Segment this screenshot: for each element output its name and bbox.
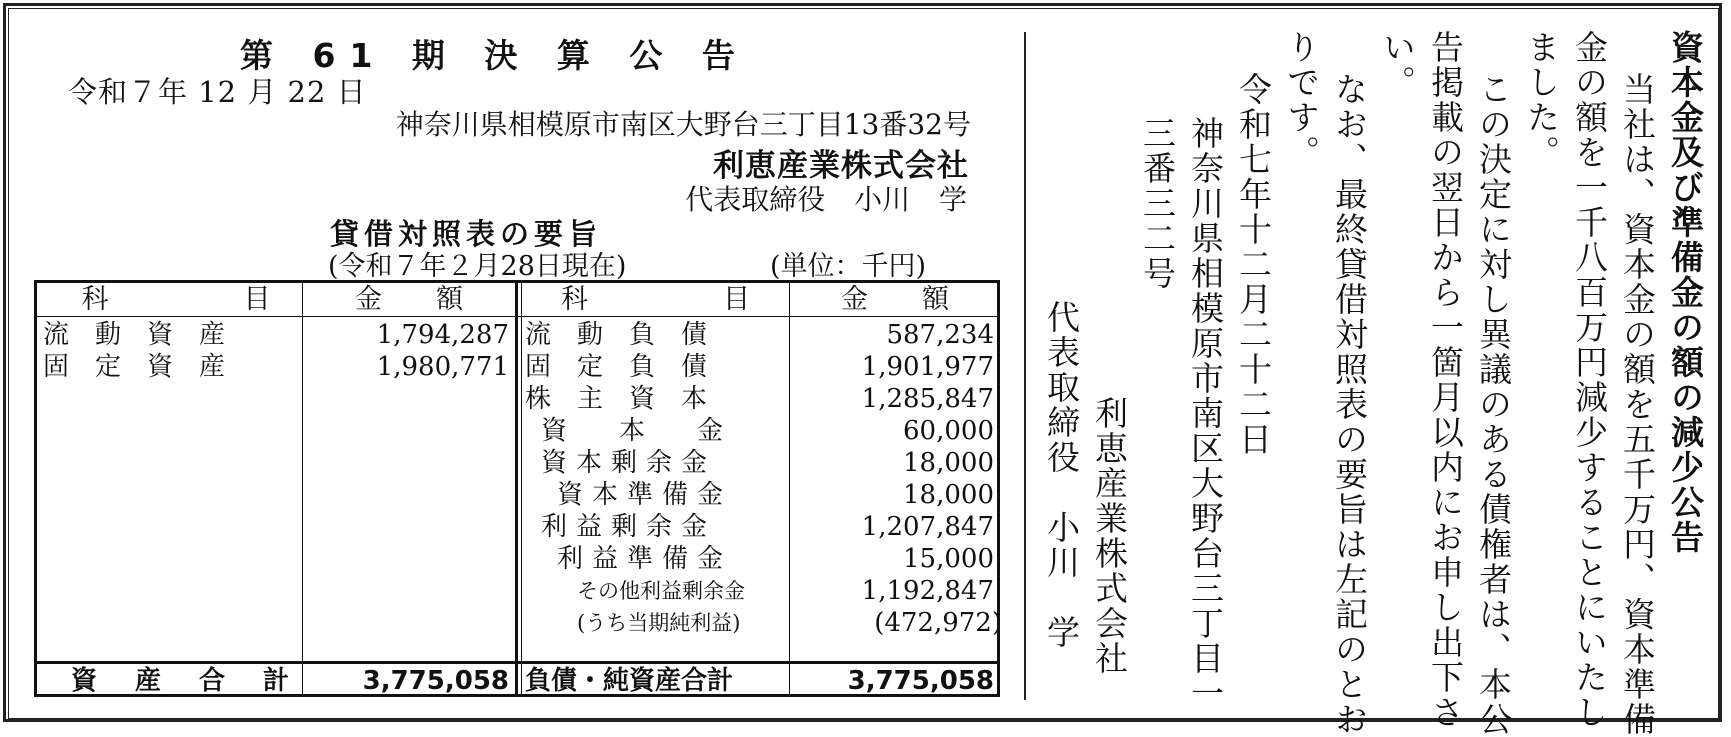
- reduction-notice-representative: 代表取締役 小川 学: [1042, 300, 1081, 650]
- reduction-notice-address: 神奈川県相模原市南区大野台三丁目一: [1186, 116, 1225, 711]
- reduction-notice-date: 令和七年十二月二十二日: [1234, 72, 1273, 457]
- company-name: 利恵産業株式会社: [713, 148, 969, 184]
- table-divider: [521, 283, 522, 694]
- equity-value: 60,000: [903, 416, 994, 446]
- liabilities-total-label: 負債・純資産合計: [525, 666, 734, 696]
- equity-label: 利益準備金: [557, 544, 733, 574]
- reduction-notice-line: この決定に対し異議のある債権者は、本公: [1474, 72, 1513, 737]
- equity-value: (472,972): [874, 608, 1002, 638]
- company-address: 神奈川県相模原市南区大野台三丁目13番32号: [395, 108, 971, 141]
- liability-label: 流 動 負 債: [525, 320, 708, 350]
- equity-value: 1,192,847: [861, 576, 994, 606]
- total-divider: [37, 661, 997, 664]
- liability-value: 1,901,977: [861, 352, 994, 382]
- reduction-notice-line: い。: [1378, 30, 1417, 100]
- notice-date: 令和７年 12 月 22 日: [68, 75, 367, 109]
- reduction-notice-line: 告掲載の翌日から一箇月以内にお申し出下さ: [1426, 30, 1465, 730]
- equity-label: 利益剰余金: [541, 512, 717, 542]
- asset-label: 固 定 資 産: [43, 352, 226, 382]
- reduction-notice-line: 金の額を一千八百万円減少することにいたし: [1570, 30, 1609, 730]
- header-left-item: 科 目: [81, 284, 271, 315]
- equity-value: 18,000: [903, 480, 994, 510]
- reduction-notice-line: なお、最終貸借対照表の要旨は左記のとお: [1330, 72, 1369, 737]
- reduction-notice-line: りです。: [1282, 30, 1321, 170]
- liability-value: 587,234: [886, 320, 994, 350]
- reduction-notice-line: ました。: [1522, 30, 1561, 170]
- asset-label: 流 動 資 産: [43, 320, 226, 350]
- equity-value: 1,285,847: [861, 384, 994, 414]
- reduction-notice-line: 当社は、資本金の額を五千万円、資本準備: [1618, 72, 1657, 737]
- reduction-notice-address: 三番三二号: [1138, 116, 1177, 291]
- equity-label: その他利益剰余金: [577, 579, 745, 603]
- equity-value: 15,000: [903, 544, 994, 574]
- column-separator: [1024, 32, 1026, 700]
- balance-sheet-unit: (単位：千円): [770, 251, 927, 282]
- header-right-item: 科 目: [561, 284, 750, 315]
- equity-label: 株 主 資 本: [525, 384, 708, 414]
- asset-value: 1,980,771: [376, 352, 509, 382]
- asset-value: 1,794,287: [376, 320, 509, 350]
- reduction-notice-title: 資本金及び準備金の額の減少公告: [1666, 30, 1705, 555]
- equity-label: 資本準備金: [557, 480, 733, 510]
- liability-label: 固 定 負 債: [525, 352, 708, 382]
- equity-value: 1,207,847: [861, 512, 994, 542]
- reduction-notice-company: 利恵産業株式会社: [1090, 396, 1129, 676]
- equity-label: 資本剰余金: [541, 448, 717, 478]
- header-left-amount: 金 額: [355, 284, 463, 315]
- balance-sheet-title: 貸借対照表の要旨: [330, 217, 603, 251]
- representative: 代表取締役 小川 学: [685, 183, 967, 216]
- table-divider: [515, 283, 518, 694]
- header-right-amount: 金 額: [841, 284, 949, 315]
- notice-title: 第 61 期 決 算 公 告: [240, 36, 749, 75]
- equity-value: 18,000: [903, 448, 994, 478]
- balance-sheet-table: [34, 280, 1000, 697]
- assets-total-value: 3,775,058: [362, 666, 509, 696]
- assets-total-label: 資 産 合 計: [71, 666, 296, 696]
- header-divider: [37, 316, 997, 317]
- equity-label: (うち当期純利益): [577, 611, 741, 635]
- liabilities-total-value: 3,775,058: [847, 666, 994, 696]
- balance-sheet-period: (令和７年２月28日現在): [328, 251, 627, 282]
- equity-label: 資 本 金: [541, 416, 724, 446]
